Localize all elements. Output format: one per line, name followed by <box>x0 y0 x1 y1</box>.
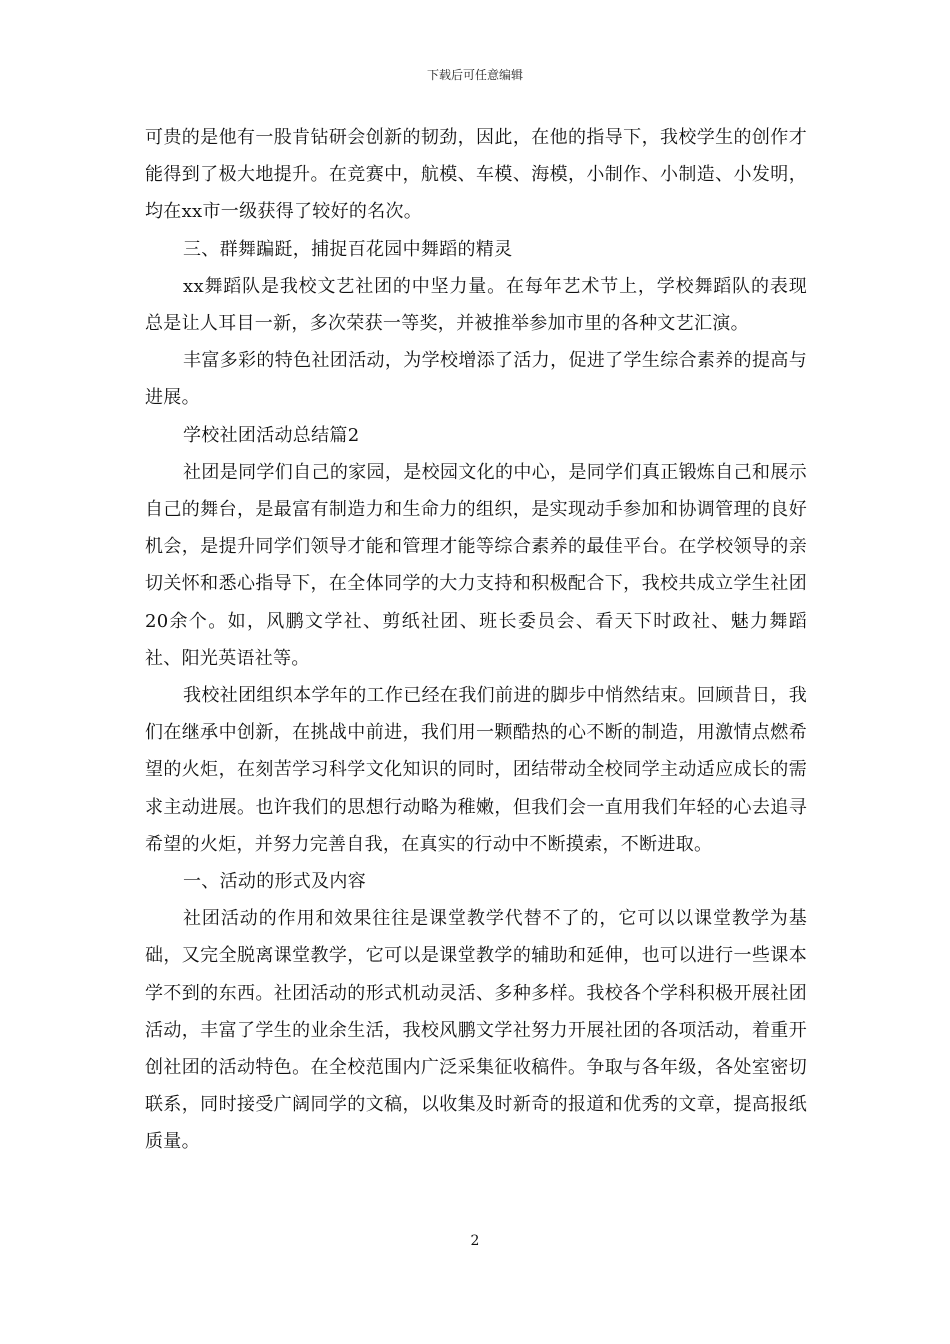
paragraph: 丰富多彩的特色社团活动，为学校增添了活力，促进了学生综合素养的提高与进展。 <box>145 350 807 409</box>
paragraph: 社团活动的作用和效果往往是课堂教学代替不了的，它可以以课堂教学为基础，又完全脱离课堂教学，它可以是课堂教学的辅助和延伸，也可以进行一些课本学不到的东西。社团活动的形式机动灵活、多种多样。我校各个学科积极开展社团活动，丰富了学生的业余生活，我校风鹏文学社努力开展社团的各项活动，着重开创社团的活动特色。在全校范围内广泛采集征收稿件。争取与各年级，各处室密切联系，同时接受广阔同学的文稿，以收集及时新奇的报道和优秀的文章，提高报纸质量。 <box>145 908 807 1153</box>
section-heading: 三、群舞蹁跹，捕捉百花园中舞蹈的精灵 <box>183 238 513 260</box>
paragraph: 我校社团组织本学年的工作已经在我们前进的脚步中悄然结束。回顾昔日，我们在继承中创新，在挑战中前进，我们用一颗酷热的心不断的制造，用激情点燃希望的火炬，在刻苦学习科学文化知识的同时，团结带动全校同学主动适应成长的需求主动进展。也许我们的思想行动略为稚嫩，但我们会一直用我们年轻的心去追寻希望的火炬，并努力完善自我，在真实的行动中不断摸索，不断进取。 <box>145 685 807 855</box>
section-heading: 一、活动的形式及内容 <box>183 871 366 893</box>
paragraph: xx舞蹈队是我校文艺社团的中坚力量。在每年艺术节上，学校舞蹈队的表现总是让人耳目一新，多次荣获一等奖，并被推举参加市里的各种文艺汇演。 <box>145 275 807 335</box>
article-title: 学校社团活动总结篇2 <box>183 424 360 446</box>
paragraph: 社团是同学们自己的家园，是校园文化的中心，是同学们真正锻炼自己和展示自己的舞台，是最富有制造力和生命力的组织，是实现动手参加和协调管理的良好机会，是提升同学们领导才能和管理才能等综合素养的最佳平台。在学校领导的亲切关怀和悉心指导下，在全体同学的大力支持和积极配合下，我校共成立学生社团20余个。如，风鹏文学社、剪纸社团、班长委员会、看天下时政社、魅力舞蹈社、阳光英语社等。 <box>145 461 807 669</box>
paragraph: 可贵的是他有一股肯钻研会创新的韧劲，因此，在他的指导下，我校学生的创作才能得到了极大地提升。在竞赛中，航模、车模、海模，小制作、小制造、小发明，均在xx市一级获得了较好的名次。 <box>145 127 807 223</box>
document-body <box>145 119 807 1161</box>
page-header-note: 下载后可任意编辑 <box>426 68 523 82</box>
page-number: 2 <box>470 1233 480 1249</box>
